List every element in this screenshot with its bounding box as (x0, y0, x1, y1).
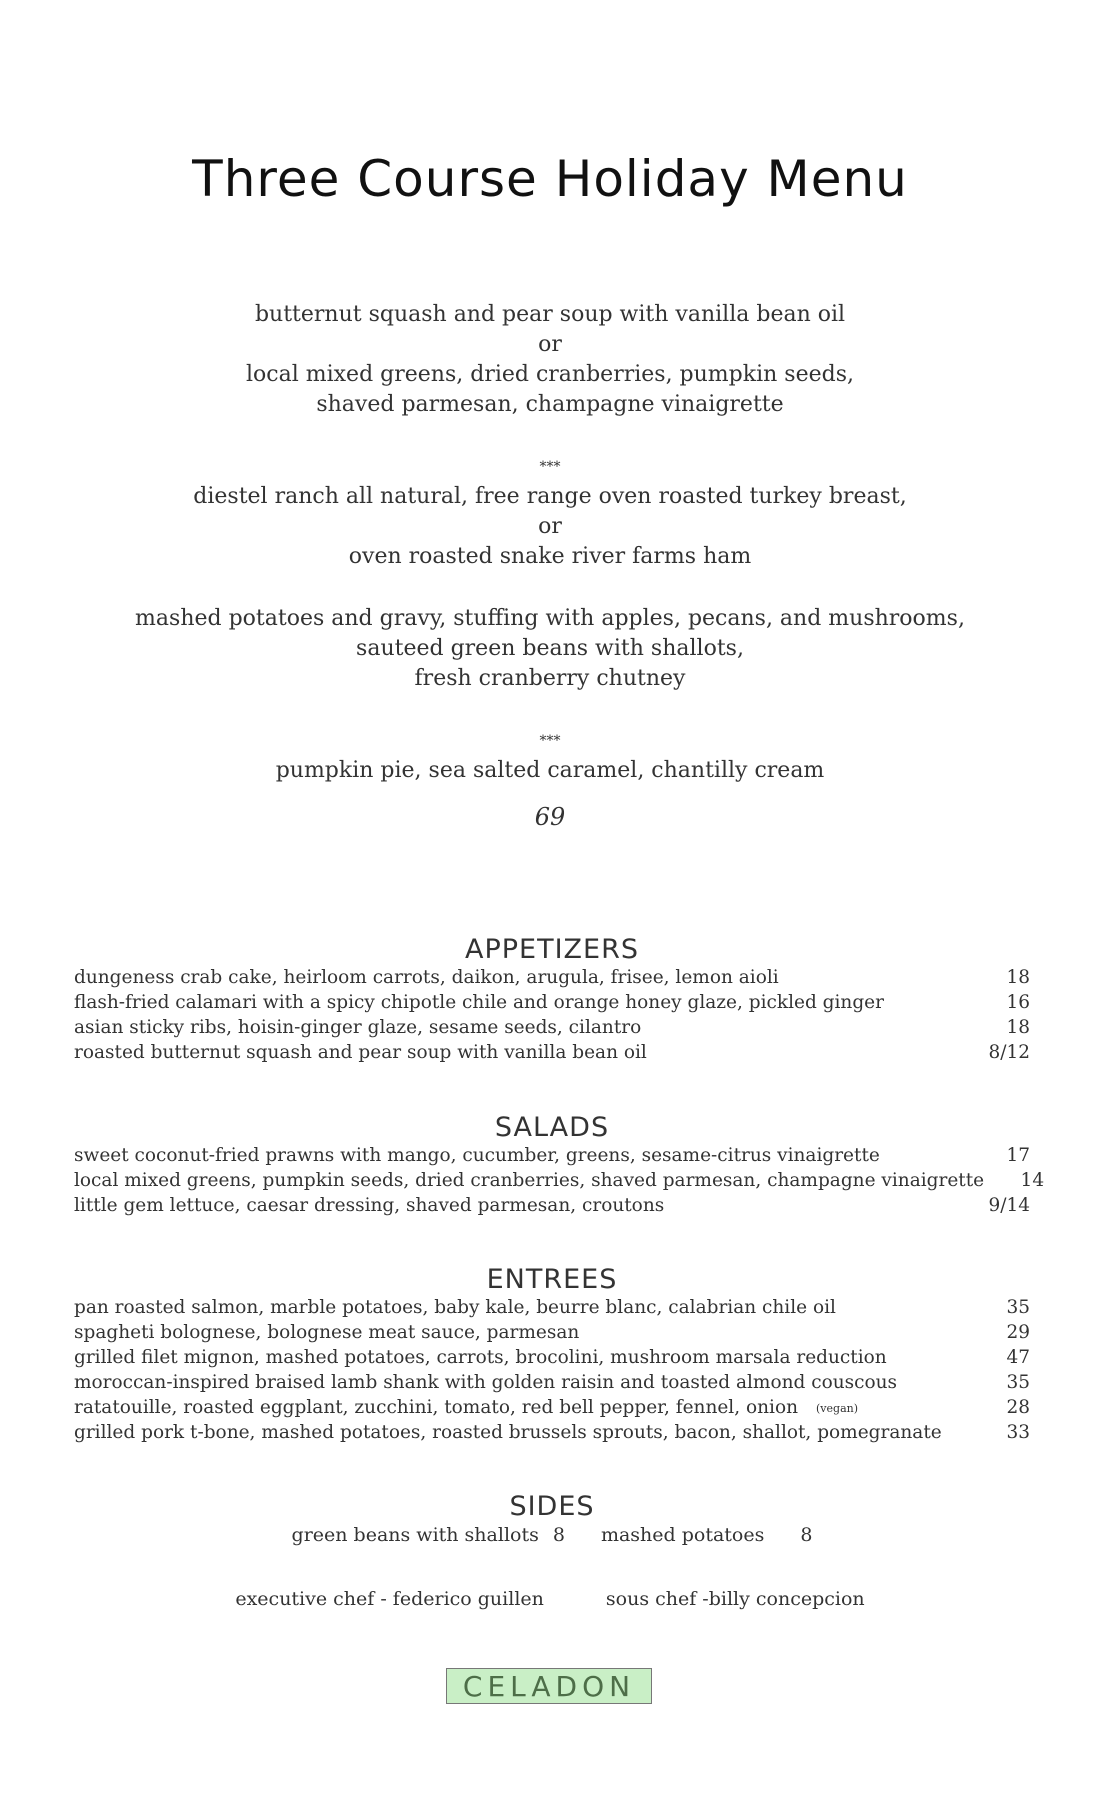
main-option-1: diestel ranch all natural, free range oven roasted turkey breast, (193, 484, 907, 509)
course-separator: *** (539, 459, 561, 475)
menu-item (74, 1168, 1045, 1193)
menu-item (74, 1143, 1030, 1168)
or-separator: or (538, 332, 562, 357)
sides-list (74, 1522, 1030, 1548)
menu-item (74, 1320, 1030, 1345)
item-price: 17 (1006, 1145, 1030, 1166)
item-price: 28 (1006, 1397, 1030, 1418)
section-title: SIDES (509, 1491, 595, 1522)
item-price: 33 (1006, 1422, 1030, 1443)
item-description: asian sticky ribs, hoisin-ginger glaze, sesame seeds, cilantro (74, 1017, 642, 1038)
item-description: pan roasted salmon, marble potatoes, baby kale, beurre blanc, calabrian chile oil (74, 1297, 836, 1318)
appetizers-section (74, 935, 1030, 1065)
sides-section (74, 1492, 1030, 1548)
item-description: grilled filet mignon, mashed potatoes, carrots, brocolini, mushroom marsala reduction (74, 1347, 887, 1368)
menu-item (74, 1295, 1030, 1320)
item-price: 18 (1006, 1017, 1030, 1038)
section-title: SALADS (494, 1112, 610, 1143)
item-description: spagheti bolognese, bolognese meat sauce, parmesan (74, 1322, 580, 1343)
item-description: dungeness crab cake, heirloom carrots, daikon, arugula, frisee, lemon aioli (74, 967, 779, 988)
prix-fixe-menu (0, 300, 1100, 832)
side-price: 8 (552, 1524, 565, 1546)
item-description (74, 1395, 858, 1420)
item-price: 16 (1006, 992, 1030, 1013)
menu-item (74, 965, 1030, 990)
chef-credits (0, 1588, 1100, 1610)
item-description: roasted butternut squash and pear soup with vanilla bean oil (74, 1042, 647, 1063)
item-description: local mixed greens, pumpkin seeds, dried cranberries, shaved parmesan, champagne vinaigrette (74, 1170, 985, 1191)
vegan-note: (vegan) (816, 1401, 859, 1415)
item-description: sweet coconut-fried prawns with mango, cucumber, greens, sesame-citrus vinaigrette (74, 1145, 880, 1166)
accompaniments-line-1: mashed potatoes and gravy, stuffing with apples, pecans, and mushrooms, (135, 606, 965, 631)
menu-item (74, 1345, 1030, 1370)
item-description: grilled pork t-bone, mashed potatoes, roasted brussels sprouts, bacon, shallot, pomegranate (74, 1422, 942, 1443)
section-title: ENTREES (486, 1264, 618, 1295)
side-item: green beans with shallots (291, 1524, 539, 1546)
item-price: 14 (1020, 1170, 1045, 1191)
item-price: 47 (1006, 1347, 1030, 1368)
menu-item (74, 1193, 1030, 1218)
entrees-section (74, 1265, 1030, 1445)
accompaniments-line-2: sauteed green beans with shallots, (356, 636, 744, 661)
item-description: flash-fried calamari with a spicy chipotle chile and orange honey glaze, pickled ginger (74, 992, 884, 1013)
menu-item (74, 1370, 1030, 1395)
starter-option-1: butternut squash and pear soup with vanilla bean oil (254, 302, 846, 327)
menu-item (74, 1420, 1030, 1445)
starter-option-2-line-2: shaved parmesan, champagne vinaigrette (316, 392, 784, 417)
item-price: 9/14 (988, 1195, 1030, 1216)
celadon-logo: CELADON (446, 1668, 652, 1704)
side-item: mashed potatoes (600, 1524, 765, 1546)
item-description: little gem lettuce, caesar dressing, shaved parmesan, croutons (74, 1195, 665, 1216)
item-price: 29 (1006, 1322, 1030, 1343)
accompaniments-line-3: fresh cranberry chutney (414, 666, 686, 691)
main-option-2: oven roasted snake river farms ham (348, 544, 752, 569)
menu-item (74, 1015, 1030, 1040)
item-price: 8/12 (988, 1042, 1030, 1063)
side-price: 8 (800, 1524, 813, 1546)
section-title: APPETIZERS (464, 934, 639, 965)
prix-fixe-price: 69 (534, 803, 566, 831)
dessert: pumpkin pie, sea salted caramel, chantilly cream (275, 758, 825, 783)
sous-chef: sous chef -billy concepcion (605, 1588, 865, 1610)
item-price: 35 (1006, 1297, 1030, 1318)
menu-title: Three Course Holiday Menu (192, 150, 908, 208)
salads-section (74, 1112, 1045, 1218)
course-separator: *** (539, 733, 561, 749)
executive-chef: executive chef - federico guillen (235, 1588, 544, 1610)
or-separator: or (538, 514, 562, 539)
item-price: 35 (1006, 1372, 1030, 1393)
menu-item (74, 990, 1030, 1015)
item-price: 18 (1006, 967, 1030, 988)
starter-option-2-line-1: local mixed greens, dried cranberries, pumpkin seeds, (246, 362, 854, 387)
menu-item (74, 1395, 1030, 1420)
menu-item (74, 1040, 1030, 1065)
item-description-text: ratatouille, roasted eggplant, zucchini, tomato, red bell pepper, fennel, onion (74, 1397, 799, 1418)
item-description: moroccan-inspired braised lamb shank with golden raisin and toasted almond couscous (74, 1372, 898, 1393)
